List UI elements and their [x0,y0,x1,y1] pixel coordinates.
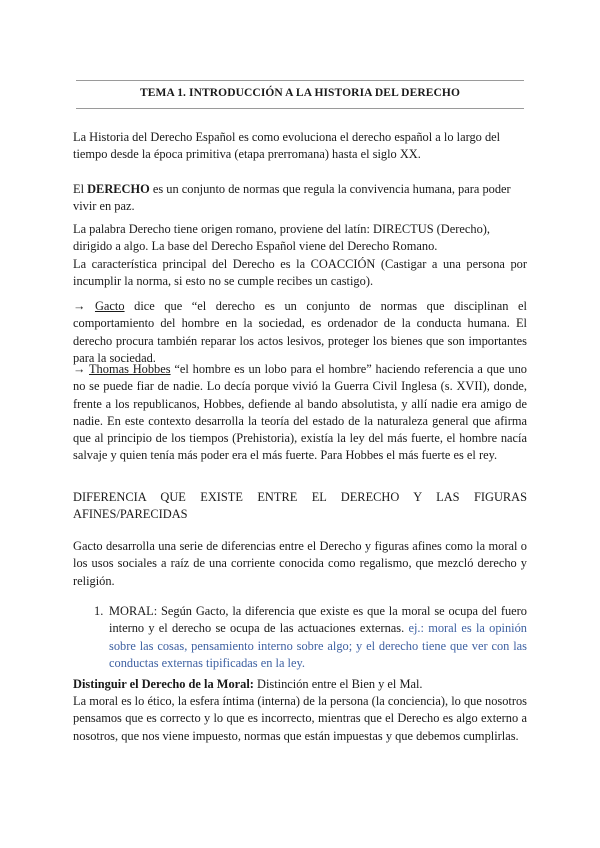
p2-rest: es un conjunto de normas que regula la convivencia humana, para poder vivir en paz. [73,182,511,214]
derecho-term: DERECHO [87,182,150,196]
moral-text: MORAL: Según Gacto, la diferencia que existe es que la moral se ocupa del fuero interno y el derecho se ocupa de las actuaciones externas. [109,604,527,636]
distinguish-label: Distinguir el Derecho de la Moral: [73,677,254,691]
paragraph-intro: La Historia del Derecho Español es como evoluciona el derecho español a lo largo del tiempo desde la época primitiva (etapa prerromana) hasta el siglo XX. [73,130,501,162]
p2-pre: El [73,182,88,196]
section-heading: DIFERENCIA QUE EXISTE ENTRE EL DERECHO Y LAS FIGURAS AFINES/PARECIDAS [73,490,527,522]
paragraph-moral-description: La moral es lo ético, la esfera íntima (interna) de la persona (la conciencia), lo que nosotros pensamos que es correcto y lo que es incorrecto, mientras que el Derecho es algo externo a nosotros, que nos viene impuesto, normas que están impuestas y que debemos cumplirlas. [73,694,527,743]
paragraph-distinguish [73,676,527,693]
origin-line: La palabra Derecho tiene origen romano, proviene del latín: DIRECTUS (Derecho), dirigido a algo. La base del Derecho Español viene del Derecho Romano. [73,222,490,254]
document-title: TEMA 1. INTRODUCCIÓN A LA HISTORIA DEL DERECHO [139,87,461,99]
top-rule [76,80,524,81]
paragraph-gacto [73,298,527,367]
arrow-icon: → [73,299,95,313]
coaccion-line: La característica principal del Derecho es la COACCIÓN (Castigar a una persona por incumplir la norma, si esto no se cumple recibes un castigo). [73,256,527,288]
list-item-moral [109,603,527,672]
hobbes-text: “el hombre es un lobo para el hombre” haciendo referencia a que uno no se puede fiar de nadie. Lo decía porque vivió la Guerra Civil Inglesa (s. XVII), donde, frente a los republicanos, Hobbes, defiende al bando absolutista, y allí nadie era amigo de nadie. En este contexto desarrolla la teoría del estado de la naturaleza general que afirma que al principio de los tiempos (Prehistoria), existía la ley del más fuerte, el hombre nacía salvaje y quien tenía más poder era el más fuerte. Para Hobbes el más fuerte es el rey. [73,362,527,463]
list-number: 1. [94,604,104,618]
gacto-quote: dice que “el derecho es un conjunto de normas que disciplinan el comportamiento del hombre en la sociedad, es ordenador de la conducta humana. El derecho procura también reparar los actos lesivos, proteger los bienes que son importantes para la sociedad. [73,299,527,365]
paragraph-gacto-differences: Gacto desarrolla una serie de diferencias entre el Derecho y figuras afines como la moral o los usos sociales a raíz de una corriente conocida como regalismo, que mezcló derecho y religión. [73,539,527,588]
arrow-icon: → [73,362,89,376]
paragraph-hobbes [73,361,527,465]
moral-example: ej.: moral es la opinión sobre las cosas, pensamiento interno sobre algo; y el derecho tiene que ver con las conductas externas tipificadas en la ley. [109,621,527,670]
distinguish-rest: Distinción entre el Bien y el Mal. [253,677,423,691]
author-gacto: Gacto [94,299,125,313]
paragraph-derecho-definition [73,181,527,216]
title-bottom-rule [76,108,524,109]
author-hobbes: Thomas Hobbes [88,362,171,376]
paragraph-origin [73,221,527,290]
